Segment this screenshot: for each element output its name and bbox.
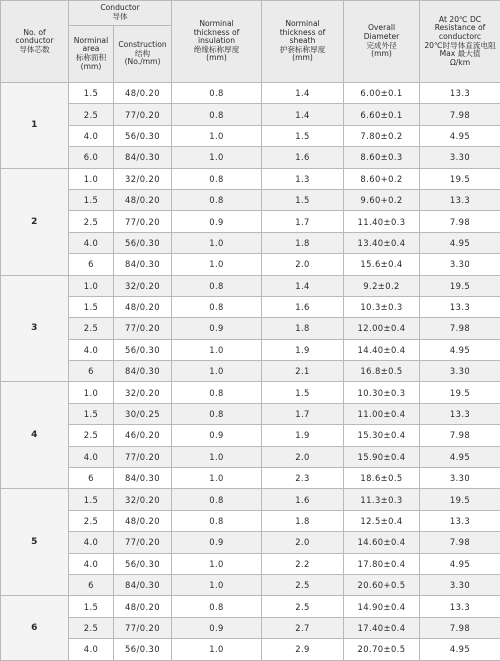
resistance-cell: 7.98 [420, 318, 500, 339]
resistance-cell: 4.95 [420, 553, 500, 574]
insulation-cell: 0.8 [172, 189, 262, 210]
insulation-cell: 0.8 [172, 104, 262, 125]
resistance-cell: 19.5 [420, 382, 500, 403]
construction-cell: 32/0.20 [114, 275, 172, 296]
header-sheath-thickness: Norminal thickness of sheath 护套标称厚度 (mm) [262, 1, 344, 83]
insulation-cell: 1.0 [172, 553, 262, 574]
nominal-area-cell: 4.0 [69, 232, 114, 253]
nominal-area-cell: 1.5 [69, 403, 114, 424]
resistance-cell: 19.5 [420, 489, 500, 510]
table-row [1, 425, 500, 446]
nominal-area-cell: 2.5 [69, 318, 114, 339]
table-row [1, 232, 500, 253]
nominal-area-cell: 4.0 [69, 339, 114, 360]
diameter-cell: 8.60+0.2 [344, 168, 420, 189]
header-insulation-thickness: Norminal thickness of insulation 绝缘标称厚度 (mm) [172, 1, 262, 83]
table-row [1, 510, 500, 531]
diameter-cell: 11.3±0.3 [344, 489, 420, 510]
construction-cell: 84/0.30 [114, 147, 172, 168]
nominal-area-cell: 4.0 [69, 553, 114, 574]
table-row [1, 361, 500, 382]
sheath-cell: 1.5 [262, 125, 344, 146]
conductor-count-cell: 1 [1, 83, 69, 169]
header-dc-resistance: At 20℃ DC Resistance of conductorc 20℃时导体直流电阻 Max 最大值 Ω/km [420, 1, 500, 83]
construction-cell: 32/0.20 [114, 382, 172, 403]
sheath-cell: 1.6 [262, 147, 344, 168]
diameter-cell: 13.40±0.4 [344, 232, 420, 253]
insulation-cell: 0.8 [172, 596, 262, 617]
table-row [1, 382, 500, 403]
table-row [1, 617, 500, 638]
sheath-cell: 2.0 [262, 532, 344, 553]
resistance-cell: 13.3 [420, 83, 500, 104]
nominal-area-cell: 2.5 [69, 617, 114, 638]
resistance-cell: 7.98 [420, 425, 500, 446]
nominal-area-cell: 4.0 [69, 532, 114, 553]
insulation-cell: 1.0 [172, 339, 262, 360]
sheath-cell: 1.8 [262, 318, 344, 339]
table-row [1, 339, 500, 360]
table-row [1, 403, 500, 424]
nominal-area-cell: 6 [69, 574, 114, 595]
sheath-cell: 1.9 [262, 425, 344, 446]
construction-cell: 77/0.20 [114, 318, 172, 339]
sheath-cell: 2.0 [262, 254, 344, 275]
insulation-cell: 1.0 [172, 639, 262, 660]
header-conductor: Conductor 导体 [69, 1, 172, 26]
construction-cell: 77/0.20 [114, 617, 172, 638]
resistance-cell: 13.3 [420, 403, 500, 424]
sheath-cell: 2.0 [262, 446, 344, 467]
nominal-area-cell: 6 [69, 361, 114, 382]
construction-cell: 77/0.20 [114, 446, 172, 467]
table-row [1, 532, 500, 553]
construction-cell: 77/0.20 [114, 532, 172, 553]
header-no-of-conductor: No. of conductor 导体芯数 [1, 1, 69, 83]
header-row-top [1, 1, 500, 26]
construction-cell: 46/0.20 [114, 425, 172, 446]
resistance-cell: 4.95 [420, 639, 500, 660]
diameter-cell: 14.60±0.4 [344, 532, 420, 553]
conductor-count-cell: 6 [1, 596, 69, 660]
diameter-cell: 16.8±0.5 [344, 361, 420, 382]
construction-cell: 84/0.30 [114, 254, 172, 275]
construction-cell: 77/0.20 [114, 211, 172, 232]
nominal-area-cell: 1.5 [69, 189, 114, 210]
nominal-area-cell: 1.0 [69, 275, 114, 296]
sheath-cell: 1.3 [262, 168, 344, 189]
resistance-cell: 3.30 [420, 574, 500, 595]
resistance-cell: 4.95 [420, 125, 500, 146]
construction-cell: 48/0.20 [114, 596, 172, 617]
header-overall-diameter: Overall Diameter 完成外径 (mm) [344, 1, 420, 83]
diameter-cell: 15.6±0.4 [344, 254, 420, 275]
construction-cell: 32/0.20 [114, 489, 172, 510]
nominal-area-cell: 4.0 [69, 639, 114, 660]
insulation-cell: 1.0 [172, 147, 262, 168]
header-nominal-area: Norminal area 标称面积 (mm) [69, 26, 114, 83]
construction-cell: 48/0.20 [114, 189, 172, 210]
conductor-count-cell: 2 [1, 168, 69, 275]
construction-cell: 48/0.20 [114, 83, 172, 104]
sheath-cell: 2.7 [262, 617, 344, 638]
sheath-cell: 1.6 [262, 296, 344, 317]
insulation-cell: 0.9 [172, 617, 262, 638]
diameter-cell: 15.30±0.4 [344, 425, 420, 446]
nominal-area-cell: 2.5 [69, 510, 114, 531]
resistance-cell: 13.3 [420, 510, 500, 531]
nominal-area-cell: 2.5 [69, 211, 114, 232]
nominal-area-cell: 1.5 [69, 83, 114, 104]
nominal-area-cell: 6 [69, 468, 114, 489]
nominal-area-cell: 1.0 [69, 382, 114, 403]
insulation-cell: 1.0 [172, 254, 262, 275]
sheath-cell: 1.4 [262, 275, 344, 296]
table-row [1, 296, 500, 317]
nominal-area-cell: 6 [69, 254, 114, 275]
construction-cell: 30/0.25 [114, 403, 172, 424]
diameter-cell: 11.00±0.4 [344, 403, 420, 424]
insulation-cell: 0.8 [172, 510, 262, 531]
sheath-cell: 1.7 [262, 403, 344, 424]
resistance-cell: 19.5 [420, 275, 500, 296]
construction-cell: 32/0.20 [114, 168, 172, 189]
insulation-cell: 1.0 [172, 232, 262, 253]
table-row [1, 189, 500, 210]
diameter-cell: 17.40±0.4 [344, 617, 420, 638]
conductor-count-cell: 4 [1, 382, 69, 489]
nominal-area-cell: 2.5 [69, 425, 114, 446]
insulation-cell: 1.0 [172, 125, 262, 146]
table-row [1, 104, 500, 125]
insulation-cell: 0.9 [172, 318, 262, 339]
nominal-area-cell: 6.0 [69, 147, 114, 168]
insulation-cell: 0.8 [172, 489, 262, 510]
nominal-area-cell: 1.5 [69, 489, 114, 510]
sheath-cell: 1.5 [262, 382, 344, 403]
insulation-cell: 0.8 [172, 83, 262, 104]
sheath-cell: 1.6 [262, 489, 344, 510]
table-row [1, 489, 500, 510]
table-row [1, 639, 500, 660]
table-row [1, 275, 500, 296]
construction-cell: 56/0.30 [114, 639, 172, 660]
resistance-cell: 4.95 [420, 446, 500, 467]
nominal-area-cell: 1.0 [69, 168, 114, 189]
insulation-cell: 0.8 [172, 403, 262, 424]
resistance-cell: 4.95 [420, 339, 500, 360]
construction-cell: 84/0.30 [114, 361, 172, 382]
sheath-cell: 1.4 [262, 104, 344, 125]
diameter-cell: 9.60+0.2 [344, 189, 420, 210]
diameter-cell: 11.40±0.3 [344, 211, 420, 232]
resistance-cell: 4.95 [420, 232, 500, 253]
resistance-cell: 13.3 [420, 296, 500, 317]
resistance-cell: 7.98 [420, 104, 500, 125]
diameter-cell: 10.30±0.3 [344, 382, 420, 403]
table-row [1, 211, 500, 232]
table-row [1, 468, 500, 489]
nominal-area-cell: 4.0 [69, 446, 114, 467]
sheath-cell: 2.5 [262, 574, 344, 595]
nominal-area-cell: 4.0 [69, 125, 114, 146]
diameter-cell: 17.80±0.4 [344, 553, 420, 574]
conductor-count-cell: 3 [1, 275, 69, 382]
construction-cell: 77/0.20 [114, 104, 172, 125]
table-row [1, 574, 500, 595]
construction-cell: 56/0.30 [114, 553, 172, 574]
header-construction: Construction 结构 (No./mm) [114, 26, 172, 83]
insulation-cell: 0.8 [172, 168, 262, 189]
table-row [1, 553, 500, 574]
sheath-cell: 1.7 [262, 211, 344, 232]
resistance-cell: 13.3 [420, 189, 500, 210]
table-row [1, 168, 500, 189]
resistance-cell: 3.30 [420, 361, 500, 382]
construction-cell: 48/0.20 [114, 296, 172, 317]
resistance-cell: 13.3 [420, 596, 500, 617]
insulation-cell: 0.8 [172, 275, 262, 296]
insulation-cell: 1.0 [172, 468, 262, 489]
table-row [1, 83, 500, 104]
insulation-cell: 1.0 [172, 361, 262, 382]
construction-cell: 84/0.30 [114, 468, 172, 489]
table-row [1, 318, 500, 339]
nominal-area-cell: 1.5 [69, 296, 114, 317]
diameter-cell: 6.00±0.1 [344, 83, 420, 104]
sheath-cell: 2.1 [262, 361, 344, 382]
resistance-cell: 3.30 [420, 147, 500, 168]
table-body [1, 83, 500, 661]
resistance-cell: 19.5 [420, 168, 500, 189]
table-row [1, 446, 500, 467]
nominal-area-cell: 1.5 [69, 596, 114, 617]
conductor-count-cell: 5 [1, 489, 69, 596]
sheath-cell: 1.5 [262, 189, 344, 210]
diameter-cell: 18.6±0.5 [344, 468, 420, 489]
diameter-cell: 20.60+0.5 [344, 574, 420, 595]
insulation-cell: 0.9 [172, 532, 262, 553]
table-row [1, 125, 500, 146]
diameter-cell: 14.90±0.4 [344, 596, 420, 617]
insulation-cell: 0.9 [172, 425, 262, 446]
table-row [1, 147, 500, 168]
construction-cell: 84/0.30 [114, 574, 172, 595]
construction-cell: 48/0.20 [114, 510, 172, 531]
insulation-cell: 0.9 [172, 211, 262, 232]
insulation-cell: 0.8 [172, 382, 262, 403]
sheath-cell: 1.9 [262, 339, 344, 360]
sheath-cell: 2.9 [262, 639, 344, 660]
resistance-cell: 7.98 [420, 211, 500, 232]
insulation-cell: 1.0 [172, 574, 262, 595]
diameter-cell: 10.3±0.3 [344, 296, 420, 317]
diameter-cell: 7.80±0.2 [344, 125, 420, 146]
sheath-cell: 2.2 [262, 553, 344, 574]
sheath-cell: 1.4 [262, 83, 344, 104]
diameter-cell: 15.90±0.4 [344, 446, 420, 467]
construction-cell: 56/0.30 [114, 232, 172, 253]
diameter-cell: 14.40±0.4 [344, 339, 420, 360]
diameter-cell: 12.00±0.4 [344, 318, 420, 339]
table-row [1, 596, 500, 617]
table-row [1, 254, 500, 275]
diameter-cell: 20.70±0.5 [344, 639, 420, 660]
sheath-cell: 2.5 [262, 596, 344, 617]
insulation-cell: 1.0 [172, 446, 262, 467]
insulation-cell: 0.8 [172, 296, 262, 317]
sheath-cell: 2.3 [262, 468, 344, 489]
resistance-cell: 3.30 [420, 468, 500, 489]
construction-cell: 56/0.30 [114, 125, 172, 146]
diameter-cell: 12.5±0.4 [344, 510, 420, 531]
diameter-cell: 9.2±0.2 [344, 275, 420, 296]
resistance-cell: 7.98 [420, 532, 500, 553]
resistance-cell: 3.30 [420, 254, 500, 275]
resistance-cell: 7.98 [420, 617, 500, 638]
diameter-cell: 6.60±0.1 [344, 104, 420, 125]
construction-cell: 56/0.30 [114, 339, 172, 360]
sheath-cell: 1.8 [262, 232, 344, 253]
nominal-area-cell: 2.5 [69, 104, 114, 125]
sheath-cell: 1.8 [262, 510, 344, 531]
diameter-cell: 8.60±0.3 [344, 147, 420, 168]
